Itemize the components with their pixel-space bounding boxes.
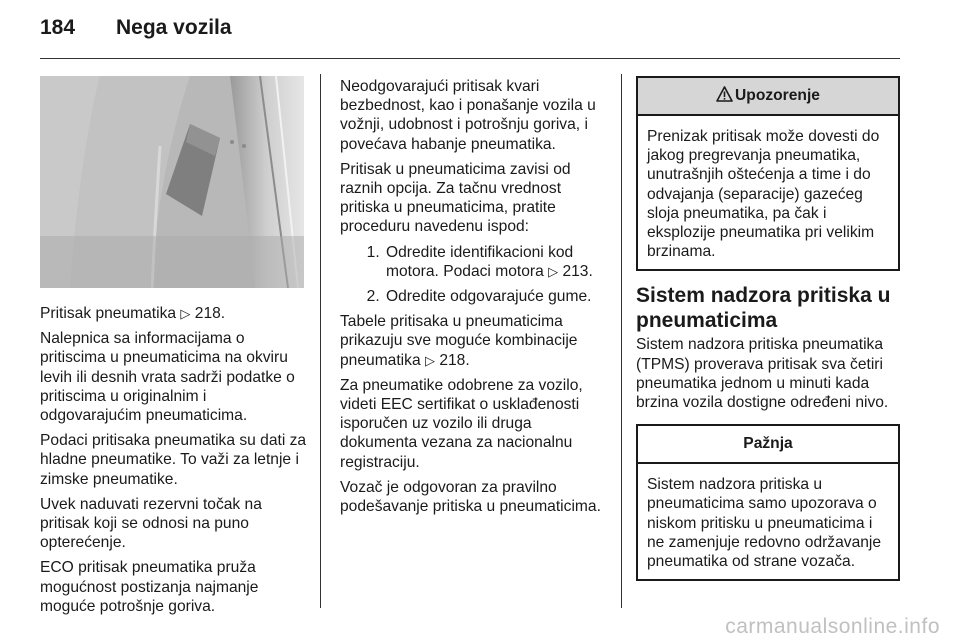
list-item <box>384 243 608 281</box>
page-header <box>40 16 232 40</box>
column-left <box>40 304 308 622</box>
paragraph: Pritisak u pneumaticima zavisi od raznih opcija. Za tačnu vrednost pritiska u pneumaticima, pratite proceduru navedenu ispod: <box>340 160 571 236</box>
paragraph: Za pneumatike odobrene za vozilo, videti EEC sertifikat o usklađenosti isporučen uz vozilo ili druga dokumenta vezana za nacionalnu registraciju. <box>340 376 583 471</box>
list-item <box>384 287 608 306</box>
procedure-list <box>340 243 608 307</box>
header-rule <box>40 58 900 59</box>
column-divider <box>621 74 622 608</box>
door-pillar-illustration <box>40 76 304 288</box>
reference-arrow-icon: ▷ <box>548 263 559 279</box>
warning-text: Prenizak pritisak može dovesti do jakog pregrevanja pneumatika, unutrašnjih oštećenja a time i do odvajanja (separacije) gazećeg sloja pneumatika, pa čak i eksplozije pneumatika pri velikim brzinama. <box>647 128 880 261</box>
list-item-text: Odredite identifikacioni kod motora. Podaci motora <box>386 243 574 280</box>
reference-link[interactable]: 218. <box>194 305 226 322</box>
reference-link[interactable]: 218. <box>439 351 470 369</box>
column-middle <box>340 77 608 522</box>
door-pillar-photo <box>40 76 304 288</box>
list-item-text: Odredite odgovarajuće gume. <box>386 288 592 306</box>
paragraph: Sistem nadzora pritiska pneumatika (TPMS) proverava pritisak sva četiri pneumatika jednom u minuti kada brzina vozila dostigne određeni nivo. <box>636 336 889 412</box>
column-divider <box>320 74 321 608</box>
paragraph <box>40 304 308 323</box>
paragraph: Uvek naduvati rezervni točak na pritisak koji se odnosi na puno opterećenje. <box>40 495 262 552</box>
watermark: carmanualsonline.info <box>725 615 940 638</box>
page-number: 184 <box>40 16 76 39</box>
warning-header <box>638 78 898 116</box>
paragraph-text: Tabele pritisaka u pneumaticima prikazuju sve moguće kombinacije pneumatika <box>340 313 578 369</box>
warning-box <box>636 76 900 271</box>
paragraph <box>340 312 608 370</box>
notice-text: Sistem nadzora pritiska u pneumaticima samo upozorava o niskom pritisku u pneumaticima i ne zamenjuje redovno održavanje pneumatika od strane vozača. <box>647 476 882 571</box>
reference-link[interactable]: 213. <box>562 262 593 280</box>
paragraph-text: Pritisak pneumatika <box>40 305 177 322</box>
column-right <box>636 76 900 593</box>
warning-triangle-icon <box>716 86 733 102</box>
section-heading: Sistem nadzora pritiska u pneumaticima <box>636 284 891 333</box>
paragraph: Vozač je odgovoran za pravilno podešavanje pritiska u pneumaticima. <box>340 478 601 516</box>
notice-box <box>636 424 900 581</box>
warning-title: Upozorenje <box>735 87 820 104</box>
paragraph: ECO pritisak pneumatika pruža mogućnost postizanja najmanje moguće potrošnje goriva. <box>40 559 259 615</box>
paragraph: Podaci pritisaka pneumatika su dati za hladne pneumatike. To važi za letnje i zimske pneumatike. <box>40 432 307 488</box>
notice-header: Pažnja <box>638 426 898 464</box>
reference-arrow-icon: ▷ <box>180 306 191 321</box>
paragraph: Neodgovarajući pritisak kvari bezbednost, kao i ponašanje vozila u vožnji, udobnost i potrošnju goriva, i povećava habanje pneumatika. <box>340 78 596 153</box>
page-title: Nega vozila <box>116 16 232 39</box>
reference-arrow-icon: ▷ <box>424 352 435 368</box>
paragraph: Nalepnica sa informacijama o pritiscima u pneumaticima na okviru levih ili desnih vrata sadrži podatke o pritiscima u originalnim i odgovarajućim pneumaticima. <box>40 330 295 425</box>
